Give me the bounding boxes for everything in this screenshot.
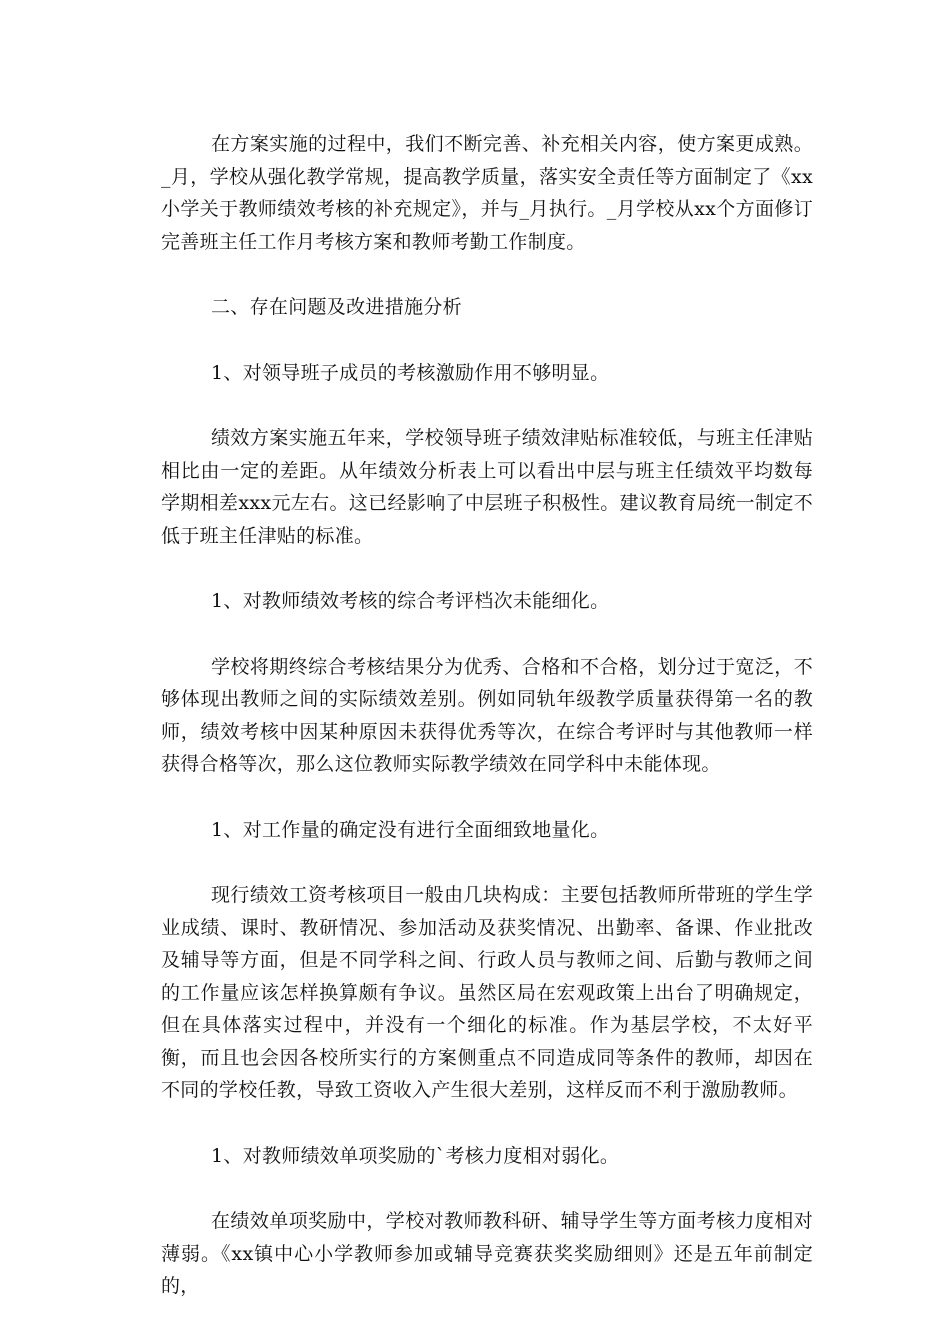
paragraph-spacer <box>161 781 813 814</box>
paragraph-spacer <box>161 389 813 422</box>
paragraph-spacer <box>161 258 813 291</box>
paragraph-spacer <box>161 552 813 585</box>
subheading-leadership-incentive: 1、对领导班子成员的考核激励作用不够明显。 <box>211 361 610 384</box>
paragraph-spacer <box>161 846 813 879</box>
subheading-individual-awards: 1、对教师绩效单项奖励的`考核力度相对弱化。 <box>211 1144 620 1167</box>
paragraph-spacer <box>161 618 813 651</box>
paragraph-leadership-allowance: 绩效方案实施五年来，学校领导班子绩效津贴标准较低，与班主任津贴相比由一定的差距。从年绩效分析表上可以看出中层与班主任绩效平均数每学期相差xxx元左右。这已经影响了中层班子积极性。建议教育局统一制定不低于班主任津贴的标准。 <box>161 427 813 547</box>
document-body <box>161 128 813 1303</box>
subheading-workload-quantification: 1、对工作量的确定没有进行全面细致地量化。 <box>211 818 610 841</box>
paragraph-spacer <box>161 1107 813 1140</box>
subheading-evaluation-grades: 1、对教师绩效考核的综合考评档次未能细化。 <box>211 590 610 612</box>
paragraph-evaluation-grades: 学校将期终综合考核结果分为优秀、合格和不合格，划分过于宽泛，不够体现出教师之间的实际绩效差别。例如同轨年级教学质量获得第一名的教师，绩效考核中因某种原因未获得优秀等次，在综合考评时与其他教师一样获得合格等次，那么这位教师实际教学绩效在同学科中未能体现。 <box>161 655 813 775</box>
paragraph-workload-quantification: 现行绩效工资考核项目一般由几块构成：主要包括教师所带班的学生学业成绩、课时、教研情况、参加活动及获奖情况、出勤率、备课、作业批改及辅导等方面，但是不同学科之间、行政人员与教师之间、后勤与教师之间的工作量应该怎样换算颇有争议。虽然区局在宏观政策上出台了明确规定，但在具体落实过程中，并没有一个细化的标准。作为基层学校，不太好平衡，而且也会因各校所实行的方案侧重点不同造成同等条件的教师，却因在不同的学校任教，导致工资收入产生很大差别，这样反而不利于激励教师。 <box>161 884 813 1101</box>
paragraph-spacer <box>161 1172 813 1205</box>
paragraph-plan-improvement: 在方案实施的过程中，我们不断完善、补充相关内容，使方案更成熟。_月，学校从强化教学常规，提高教学质量，落实安全责任等方面制定了《xx小学关于教师绩效考核的补充规定》，并与_月执行。_月学校从xx个方面修订完善班主任工作月考核方案和教师考勤工作制度。 <box>161 133 813 253</box>
paragraph-individual-awards: 在绩效单项奖励中，学校对教师教科研、辅导学生等方面考核力度相对薄弱。《xx镇中心小学教师参加或辅导竞赛获奖奖励细则》还是五年前制定的， <box>161 1210 813 1297</box>
paragraph-spacer <box>161 324 813 357</box>
section-heading-problems: 二、存在问题及改进措施分析 <box>211 296 462 318</box>
